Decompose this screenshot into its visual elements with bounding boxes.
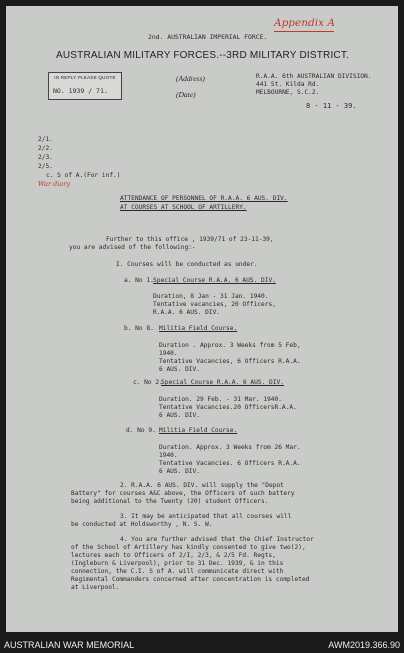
distribution-item: 2/1.: [38, 136, 53, 143]
course-b-number: b. No 8.: [124, 325, 154, 332]
distribution-item: c. S of A.(For inf.): [46, 172, 121, 179]
course-d-title: Militia Field Course.: [159, 427, 238, 434]
course-c-line: Tentative Vacancies.20 OfficersR.A.A.: [159, 404, 297, 411]
footer-accession: AWM2019.366.90: [328, 640, 400, 650]
para-2-line: 2. R.A.A. 6 AUS. DIV. will supply the "Depot: [120, 482, 284, 489]
date-label: (Date): [176, 90, 196, 99]
para-4-line: (Ingleburn & Liverpool), prior to 31 Dec. 1939, & in this: [71, 560, 284, 567]
course-c-number: c. No 2.: [133, 379, 163, 386]
address-line-2: 441 St. Kilda Rd.: [256, 81, 320, 88]
archive-footer: [0, 640, 404, 653]
document-page: [6, 6, 398, 632]
distribution-item: 2/5.: [38, 163, 53, 170]
course-b-line: 6 AUS. DIV.: [159, 366, 200, 373]
reference-stamp: [48, 72, 122, 100]
para-2-line: being additional to the Twenty (20) student Officers.: [71, 498, 269, 505]
para-3-line: 3. It may be anticipated that all courses will: [120, 513, 292, 520]
address-label: (Address): [176, 74, 205, 83]
course-d-line: 1940.: [159, 452, 178, 459]
appendix-annotation: Appendix A: [274, 17, 335, 29]
course-a-title: Special Course R.A.A. 6 AUS. DIV.: [153, 277, 276, 284]
intro-line-1: Further to this office , 1939/71 of 23-11-39,: [106, 236, 274, 243]
course-d-line: Tentative Vacancies. 6 Officers R.A.A.: [159, 460, 301, 467]
para-3-line: be conducted at Holdsworthy , N. S. W.: [71, 521, 213, 528]
course-a-line: Duration, 8 Jan - 31 Jan. 1940.: [153, 293, 269, 300]
stamp-caption: IN REPLY PLEASE QUOTE: [54, 75, 116, 80]
para-2-line: Battery" for courses A&C above, the Officers of such battery: [71, 490, 295, 497]
date-value: 8 - 11 - 39.: [306, 102, 357, 110]
war-diary-note: War diary: [38, 180, 71, 188]
address-line-1: R.A.A. 6th AUSTRALIAN DIVISION.: [256, 73, 372, 80]
course-c-line: 6 AUS. DIV.: [159, 412, 200, 419]
course-d-line: 6 AUS. DIV.: [159, 468, 200, 475]
para-4-line: at Liverpool.: [71, 584, 120, 591]
intro-line-2: you are advised of the following:-: [69, 244, 196, 251]
course-a-number: a. No 1.: [124, 277, 154, 284]
subject-line-1: ATTENDANCE OF PERSONNEL OF R.A.A. 6 AUS. DIV.: [120, 195, 288, 202]
course-c-title: Special Course R.A.A. 6 AUS. DIV.: [161, 379, 284, 386]
course-d-number: d. No 9.: [126, 427, 156, 434]
footer-source: AUSTRALIAN WAR MEMORIAL: [4, 640, 135, 650]
para-4-line: lectures each to Officers of 2/I, 2/3, & 2/5 Fd. Regts,: [71, 552, 276, 559]
para-4-line: 4. You are further advised that the Chief Instructor: [120, 536, 314, 543]
subject-line-2: AT COURSES AT SCHOOL OF ARTILLERY.: [120, 204, 247, 211]
course-b-title: Militia Field Course.: [159, 325, 238, 332]
document-title: AUSTRALIAN MILITARY FORCES.--3RD MILITARY DISTRICT.: [56, 50, 350, 61]
force-header: 2nd. AUSTRALIAN IMPERIAL FORCE.: [148, 33, 268, 41]
para-4-line: of the School of Artillery has kindly consented to give two(2),: [71, 544, 306, 551]
course-c-line: Duration. 29 Feb. - 31 Mar. 1940.: [159, 396, 282, 403]
address-line-3: MELBOURNE, S.C.2.: [256, 89, 320, 96]
course-a-line: Tentative vacancies, 20 Officers,: [153, 301, 276, 308]
distribution-item: 2/3.: [38, 154, 53, 161]
course-b-line: Duration . Approx. 3 Weeks from 5 Feb,: [159, 342, 301, 349]
para-4-line: connection, the C.I. S of A. will communicate direct with: [71, 568, 284, 575]
distribution-item: 2/2.: [38, 145, 53, 152]
course-d-line: Duration. Approx. 3 Weeks from 26 Mar.: [159, 444, 301, 451]
stamp-reference: NO. 1939 / 71.: [53, 87, 108, 95]
para-4-line: Regimental Commanders concerned after concentration is completed: [71, 576, 310, 583]
course-a-line: R.A.A. 6 AUS. DIV.: [153, 309, 221, 316]
course-b-line: 1940.: [159, 350, 178, 357]
section-1: I. Courses will be conducted as under.: [116, 261, 258, 268]
course-b-line: Tentative Vacancies, 6 Officers R.A.A.: [159, 358, 301, 365]
appendix-underline: [274, 31, 334, 32]
